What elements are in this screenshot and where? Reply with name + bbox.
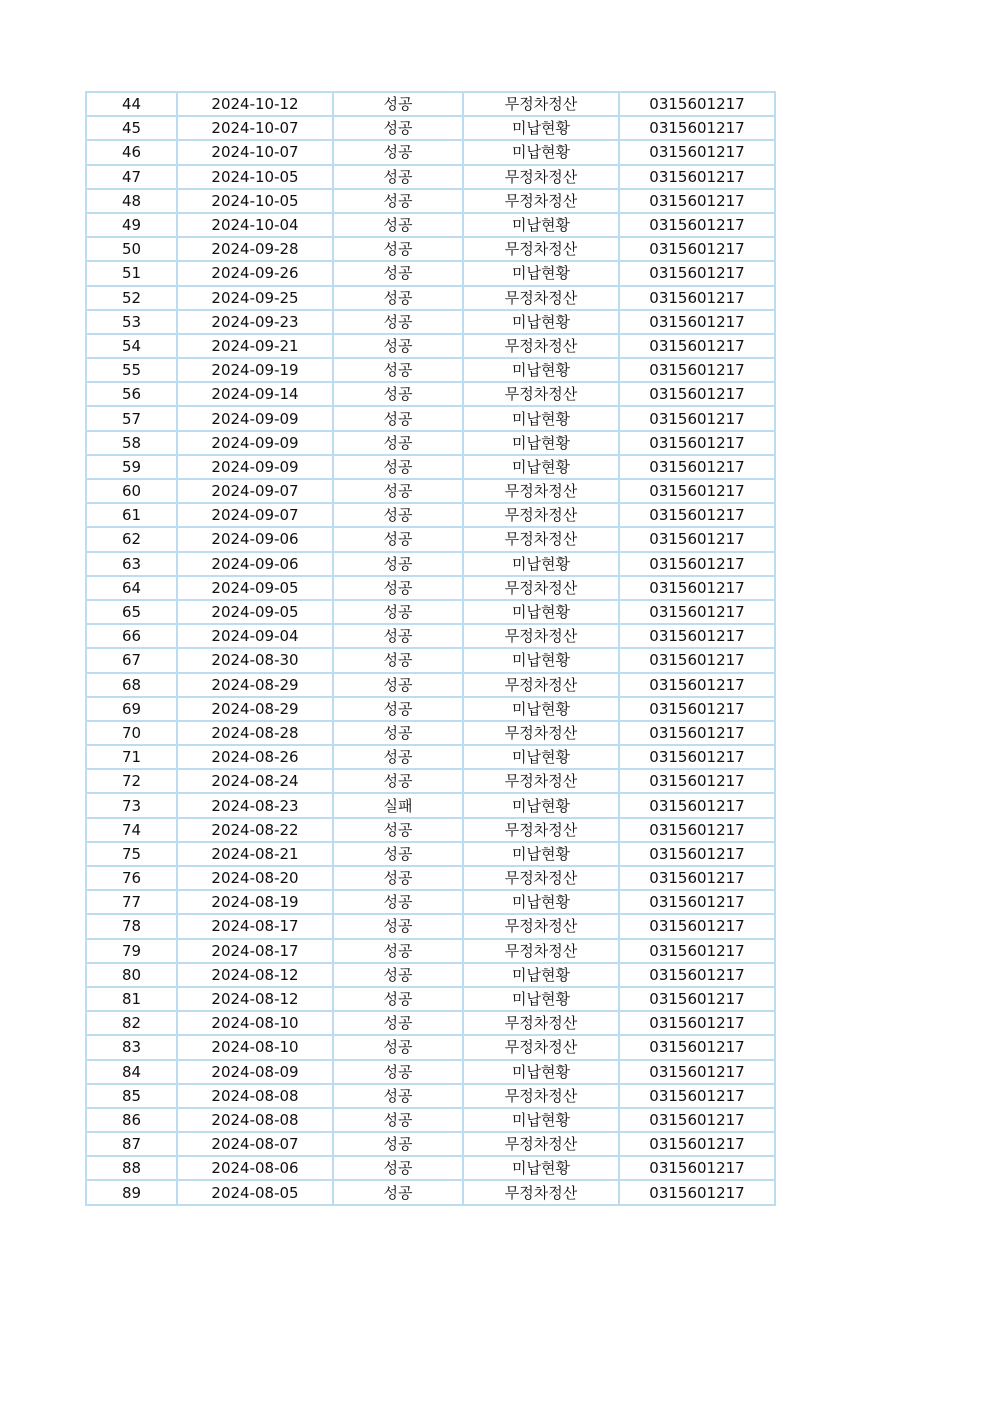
result-cell: 성공 — [333, 963, 463, 987]
date-cell: 2024-08-09 — [177, 1060, 333, 1084]
row-number-cell: 61 — [86, 503, 177, 527]
phone-number-cell: 0315601217 — [619, 1035, 775, 1059]
row-number-cell: 79 — [86, 939, 177, 963]
type-cell: 미납현황 — [463, 1156, 619, 1180]
date-cell: 2024-08-12 — [177, 987, 333, 1011]
type-cell: 미납현황 — [463, 358, 619, 382]
row-number-cell: 59 — [86, 455, 177, 479]
table-row — [86, 793, 775, 817]
table-row — [86, 552, 775, 576]
table-row — [86, 1156, 775, 1180]
date-cell: 2024-10-12 — [177, 92, 333, 116]
table-row — [86, 1011, 775, 1035]
phone-number-cell: 0315601217 — [619, 697, 775, 721]
result-cell: 성공 — [333, 1180, 463, 1204]
result-cell: 성공 — [333, 648, 463, 672]
date-cell: 2024-08-17 — [177, 939, 333, 963]
result-cell: 성공 — [333, 527, 463, 551]
phone-number-cell: 0315601217 — [619, 310, 775, 334]
records-table-body — [86, 92, 775, 1205]
result-cell: 성공 — [333, 721, 463, 745]
row-number-cell: 84 — [86, 1060, 177, 1084]
result-cell: 성공 — [333, 286, 463, 310]
result-cell: 성공 — [333, 92, 463, 116]
phone-number-cell: 0315601217 — [619, 793, 775, 817]
row-number-cell: 86 — [86, 1108, 177, 1132]
phone-number-cell: 0315601217 — [619, 527, 775, 551]
phone-number-cell: 0315601217 — [619, 866, 775, 890]
row-number-cell: 71 — [86, 745, 177, 769]
date-cell: 2024-08-08 — [177, 1108, 333, 1132]
table-row — [86, 503, 775, 527]
table-row — [86, 165, 775, 189]
table-row — [86, 576, 775, 600]
phone-number-cell: 0315601217 — [619, 1180, 775, 1204]
type-cell: 무정차정산 — [463, 527, 619, 551]
date-cell: 2024-08-21 — [177, 842, 333, 866]
date-cell: 2024-08-06 — [177, 1156, 333, 1180]
type-cell: 미납현황 — [463, 890, 619, 914]
result-cell: 성공 — [333, 1156, 463, 1180]
type-cell: 무정차정산 — [463, 1132, 619, 1156]
date-cell: 2024-09-06 — [177, 527, 333, 551]
row-number-cell: 53 — [86, 310, 177, 334]
date-cell: 2024-08-24 — [177, 769, 333, 793]
type-cell: 미납현황 — [463, 116, 619, 140]
result-cell: 성공 — [333, 116, 463, 140]
type-cell: 미납현황 — [463, 431, 619, 455]
row-number-cell: 47 — [86, 165, 177, 189]
row-number-cell: 65 — [86, 600, 177, 624]
type-cell: 미납현황 — [463, 963, 619, 987]
table-row — [86, 189, 775, 213]
type-cell: 무정차정산 — [463, 673, 619, 697]
result-cell: 성공 — [333, 939, 463, 963]
phone-number-cell: 0315601217 — [619, 503, 775, 527]
phone-number-cell: 0315601217 — [619, 890, 775, 914]
row-number-cell: 83 — [86, 1035, 177, 1059]
table-row — [86, 697, 775, 721]
date-cell: 2024-09-05 — [177, 576, 333, 600]
result-cell: 성공 — [333, 987, 463, 1011]
phone-number-cell: 0315601217 — [619, 1011, 775, 1035]
phone-number-cell: 0315601217 — [619, 286, 775, 310]
row-number-cell: 55 — [86, 358, 177, 382]
phone-number-cell: 0315601217 — [619, 1108, 775, 1132]
date-cell: 2024-10-05 — [177, 189, 333, 213]
table-row — [86, 334, 775, 358]
type-cell: 무정차정산 — [463, 479, 619, 503]
phone-number-cell: 0315601217 — [619, 624, 775, 648]
table-row — [86, 455, 775, 479]
table-row — [86, 818, 775, 842]
type-cell: 무정차정산 — [463, 382, 619, 406]
result-cell: 성공 — [333, 479, 463, 503]
row-number-cell: 69 — [86, 697, 177, 721]
date-cell: 2024-09-04 — [177, 624, 333, 648]
date-cell: 2024-09-06 — [177, 552, 333, 576]
date-cell: 2024-09-05 — [177, 600, 333, 624]
phone-number-cell: 0315601217 — [619, 600, 775, 624]
table-row — [86, 624, 775, 648]
phone-number-cell: 0315601217 — [619, 92, 775, 116]
date-cell: 2024-09-09 — [177, 455, 333, 479]
table-row — [86, 890, 775, 914]
table-row — [86, 914, 775, 938]
phone-number-cell: 0315601217 — [619, 1132, 775, 1156]
date-cell: 2024-09-25 — [177, 286, 333, 310]
result-cell: 성공 — [333, 334, 463, 358]
row-number-cell: 45 — [86, 116, 177, 140]
result-cell: 성공 — [333, 1035, 463, 1059]
type-cell: 무정차정산 — [463, 1084, 619, 1108]
row-number-cell: 44 — [86, 92, 177, 116]
phone-number-cell: 0315601217 — [619, 455, 775, 479]
row-number-cell: 52 — [86, 286, 177, 310]
phone-number-cell: 0315601217 — [619, 1060, 775, 1084]
type-cell: 무정차정산 — [463, 939, 619, 963]
date-cell: 2024-10-04 — [177, 213, 333, 237]
result-cell: 성공 — [333, 358, 463, 382]
row-number-cell: 74 — [86, 818, 177, 842]
row-number-cell: 68 — [86, 673, 177, 697]
date-cell: 2024-08-17 — [177, 914, 333, 938]
result-cell: 성공 — [333, 1060, 463, 1084]
table-row — [86, 116, 775, 140]
row-number-cell: 54 — [86, 334, 177, 358]
type-cell: 미납현황 — [463, 697, 619, 721]
type-cell: 미납현황 — [463, 600, 619, 624]
records-table — [85, 91, 776, 1206]
table-row — [86, 1180, 775, 1204]
date-cell: 2024-08-08 — [177, 1084, 333, 1108]
table-row — [86, 648, 775, 672]
row-number-cell: 89 — [86, 1180, 177, 1204]
date-cell: 2024-08-19 — [177, 890, 333, 914]
result-cell: 성공 — [333, 140, 463, 164]
date-cell: 2024-08-29 — [177, 697, 333, 721]
row-number-cell: 72 — [86, 769, 177, 793]
date-cell: 2024-08-26 — [177, 745, 333, 769]
table-row — [86, 939, 775, 963]
type-cell: 미납현황 — [463, 745, 619, 769]
type-cell: 무정차정산 — [463, 576, 619, 600]
phone-number-cell: 0315601217 — [619, 213, 775, 237]
phone-number-cell: 0315601217 — [619, 261, 775, 285]
table-row — [86, 213, 775, 237]
type-cell: 무정차정산 — [463, 334, 619, 358]
date-cell: 2024-08-29 — [177, 673, 333, 697]
phone-number-cell: 0315601217 — [619, 334, 775, 358]
table-row — [86, 382, 775, 406]
phone-number-cell: 0315601217 — [619, 818, 775, 842]
phone-number-cell: 0315601217 — [619, 914, 775, 938]
date-cell: 2024-08-10 — [177, 1035, 333, 1059]
table-row — [86, 963, 775, 987]
row-number-cell: 60 — [86, 479, 177, 503]
result-cell: 성공 — [333, 842, 463, 866]
row-number-cell: 88 — [86, 1156, 177, 1180]
table-row — [86, 479, 775, 503]
result-cell: 성공 — [333, 1108, 463, 1132]
phone-number-cell: 0315601217 — [619, 1084, 775, 1108]
table-row — [86, 769, 775, 793]
result-cell: 성공 — [333, 165, 463, 189]
result-cell: 성공 — [333, 431, 463, 455]
result-cell: 성공 — [333, 382, 463, 406]
result-cell: 성공 — [333, 818, 463, 842]
table-row — [86, 140, 775, 164]
result-cell: 성공 — [333, 455, 463, 479]
date-cell: 2024-09-28 — [177, 237, 333, 261]
type-cell: 무정차정산 — [463, 165, 619, 189]
table-row — [86, 358, 775, 382]
table-row — [86, 721, 775, 745]
phone-number-cell: 0315601217 — [619, 576, 775, 600]
row-number-cell: 78 — [86, 914, 177, 938]
type-cell: 무정차정산 — [463, 1180, 619, 1204]
result-cell: 성공 — [333, 406, 463, 430]
type-cell: 미납현황 — [463, 261, 619, 285]
row-number-cell: 81 — [86, 987, 177, 1011]
date-cell: 2024-08-22 — [177, 818, 333, 842]
row-number-cell: 51 — [86, 261, 177, 285]
row-number-cell: 82 — [86, 1011, 177, 1035]
date-cell: 2024-09-14 — [177, 382, 333, 406]
date-cell: 2024-08-30 — [177, 648, 333, 672]
phone-number-cell: 0315601217 — [619, 963, 775, 987]
date-cell: 2024-10-05 — [177, 165, 333, 189]
phone-number-cell: 0315601217 — [619, 358, 775, 382]
table-row — [86, 310, 775, 334]
type-cell: 무정차정산 — [463, 503, 619, 527]
type-cell: 무정차정산 — [463, 818, 619, 842]
table-row — [86, 406, 775, 430]
phone-number-cell: 0315601217 — [619, 745, 775, 769]
phone-number-cell: 0315601217 — [619, 431, 775, 455]
phone-number-cell: 0315601217 — [619, 648, 775, 672]
phone-number-cell: 0315601217 — [619, 165, 775, 189]
table-row — [86, 866, 775, 890]
result-cell: 성공 — [333, 237, 463, 261]
type-cell: 무정차정산 — [463, 914, 619, 938]
table-row — [86, 1132, 775, 1156]
result-cell: 성공 — [333, 624, 463, 648]
table-row — [86, 1084, 775, 1108]
table-row — [86, 842, 775, 866]
type-cell: 무정차정산 — [463, 286, 619, 310]
table-row — [86, 1035, 775, 1059]
type-cell: 미납현황 — [463, 455, 619, 479]
row-number-cell: 87 — [86, 1132, 177, 1156]
type-cell: 무정차정산 — [463, 189, 619, 213]
result-cell: 성공 — [333, 866, 463, 890]
result-cell: 성공 — [333, 914, 463, 938]
type-cell: 무정차정산 — [463, 1035, 619, 1059]
row-number-cell: 56 — [86, 382, 177, 406]
result-cell: 성공 — [333, 1084, 463, 1108]
type-cell: 미납현황 — [463, 1060, 619, 1084]
row-number-cell: 49 — [86, 213, 177, 237]
phone-number-cell: 0315601217 — [619, 769, 775, 793]
type-cell: 미납현황 — [463, 1108, 619, 1132]
row-number-cell: 85 — [86, 1084, 177, 1108]
row-number-cell: 70 — [86, 721, 177, 745]
result-cell: 성공 — [333, 697, 463, 721]
row-number-cell: 75 — [86, 842, 177, 866]
phone-number-cell: 0315601217 — [619, 189, 775, 213]
result-cell: 성공 — [333, 552, 463, 576]
date-cell: 2024-09-07 — [177, 503, 333, 527]
table-row — [86, 745, 775, 769]
type-cell: 무정차정산 — [463, 237, 619, 261]
date-cell: 2024-08-05 — [177, 1180, 333, 1204]
phone-number-cell: 0315601217 — [619, 479, 775, 503]
date-cell: 2024-08-07 — [177, 1132, 333, 1156]
result-cell: 성공 — [333, 503, 463, 527]
row-number-cell: 57 — [86, 406, 177, 430]
type-cell: 미납현황 — [463, 310, 619, 334]
table-row — [86, 1108, 775, 1132]
date-cell: 2024-08-12 — [177, 963, 333, 987]
table-row — [86, 92, 775, 116]
row-number-cell: 62 — [86, 527, 177, 551]
table-row — [86, 600, 775, 624]
phone-number-cell: 0315601217 — [619, 939, 775, 963]
phone-number-cell: 0315601217 — [619, 721, 775, 745]
phone-number-cell: 0315601217 — [619, 673, 775, 697]
row-number-cell: 48 — [86, 189, 177, 213]
result-cell: 성공 — [333, 261, 463, 285]
phone-number-cell: 0315601217 — [619, 842, 775, 866]
type-cell: 미납현황 — [463, 793, 619, 817]
table-row — [86, 1060, 775, 1084]
date-cell: 2024-10-07 — [177, 140, 333, 164]
result-cell: 성공 — [333, 745, 463, 769]
type-cell: 미납현황 — [463, 552, 619, 576]
date-cell: 2024-08-10 — [177, 1011, 333, 1035]
type-cell: 무정차정산 — [463, 769, 619, 793]
row-number-cell: 67 — [86, 648, 177, 672]
result-cell: 성공 — [333, 310, 463, 334]
result-cell: 성공 — [333, 213, 463, 237]
result-cell: 성공 — [333, 769, 463, 793]
phone-number-cell: 0315601217 — [619, 382, 775, 406]
result-cell: 성공 — [333, 890, 463, 914]
date-cell: 2024-08-28 — [177, 721, 333, 745]
type-cell: 미납현황 — [463, 648, 619, 672]
date-cell: 2024-09-09 — [177, 431, 333, 455]
type-cell: 미납현황 — [463, 406, 619, 430]
type-cell: 무정차정산 — [463, 92, 619, 116]
phone-number-cell: 0315601217 — [619, 1156, 775, 1180]
type-cell: 무정차정산 — [463, 624, 619, 648]
row-number-cell: 58 — [86, 431, 177, 455]
type-cell: 미납현황 — [463, 140, 619, 164]
type-cell: 미납현황 — [463, 213, 619, 237]
row-number-cell: 64 — [86, 576, 177, 600]
date-cell: 2024-08-20 — [177, 866, 333, 890]
phone-number-cell: 0315601217 — [619, 987, 775, 1011]
phone-number-cell: 0315601217 — [619, 406, 775, 430]
result-cell: 성공 — [333, 673, 463, 697]
type-cell: 미납현황 — [463, 987, 619, 1011]
row-number-cell: 77 — [86, 890, 177, 914]
table-row — [86, 527, 775, 551]
date-cell: 2024-09-21 — [177, 334, 333, 358]
result-cell: 성공 — [333, 189, 463, 213]
type-cell: 무정차정산 — [463, 721, 619, 745]
row-number-cell: 66 — [86, 624, 177, 648]
row-number-cell: 73 — [86, 793, 177, 817]
date-cell: 2024-09-07 — [177, 479, 333, 503]
table-row — [86, 431, 775, 455]
table-row — [86, 987, 775, 1011]
date-cell: 2024-08-23 — [177, 793, 333, 817]
date-cell: 2024-10-07 — [177, 116, 333, 140]
table-row — [86, 673, 775, 697]
result-cell: 성공 — [333, 1011, 463, 1035]
row-number-cell: 76 — [86, 866, 177, 890]
type-cell: 무정차정산 — [463, 866, 619, 890]
table-row — [86, 237, 775, 261]
date-cell: 2024-09-23 — [177, 310, 333, 334]
date-cell: 2024-09-09 — [177, 406, 333, 430]
phone-number-cell: 0315601217 — [619, 140, 775, 164]
row-number-cell: 46 — [86, 140, 177, 164]
table-row — [86, 286, 775, 310]
type-cell: 미납현황 — [463, 842, 619, 866]
row-number-cell: 63 — [86, 552, 177, 576]
date-cell: 2024-09-26 — [177, 261, 333, 285]
type-cell: 무정차정산 — [463, 1011, 619, 1035]
table-row — [86, 261, 775, 285]
row-number-cell: 50 — [86, 237, 177, 261]
phone-number-cell: 0315601217 — [619, 237, 775, 261]
result-cell: 성공 — [333, 1132, 463, 1156]
phone-number-cell: 0315601217 — [619, 116, 775, 140]
date-cell: 2024-09-19 — [177, 358, 333, 382]
result-cell: 성공 — [333, 600, 463, 624]
phone-number-cell: 0315601217 — [619, 552, 775, 576]
result-cell: 성공 — [333, 576, 463, 600]
row-number-cell: 80 — [86, 963, 177, 987]
result-cell: 실패 — [333, 793, 463, 817]
